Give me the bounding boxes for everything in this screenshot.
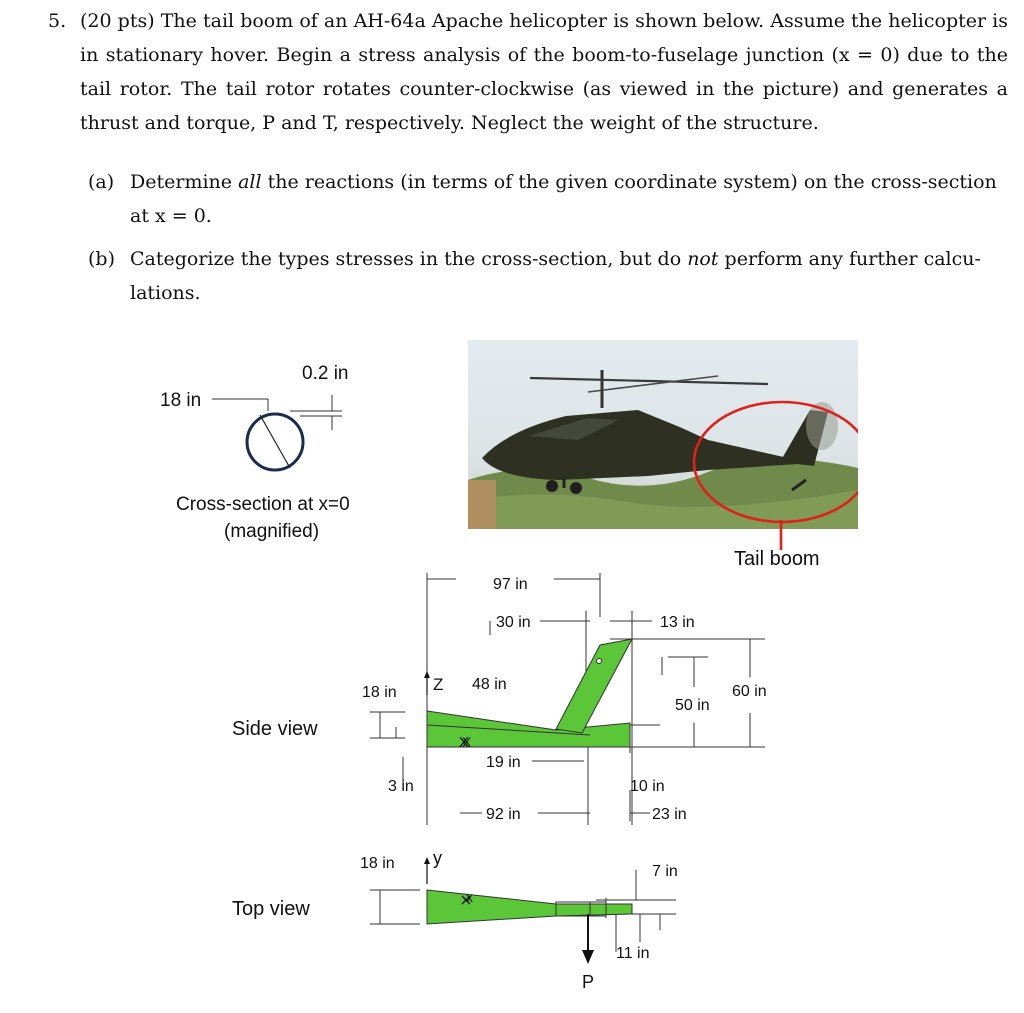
problem-text: The tail boom of an AH-64a Apache helicopter is shown below. Assume the helicopter is in stationary hover. Begin a stress analysis of the boom-to-fuselage junction (x = 0) due to the tail rotor. The tail rotor rotates counter-clockwise (as viewed in the picture) and generates a thrust and torque, P and T, respectively. Neglect the weight of the structure. <box>80 10 1009 134</box>
axis-y-label: y <box>433 848 442 868</box>
dim-30: 30 in <box>496 614 531 631</box>
part-b-text-2: perform any further calcu- lations. <box>130 248 981 304</box>
diameter-line <box>260 415 290 468</box>
problem-points: (20 pts) <box>80 10 155 32</box>
tail-fin-side-shape <box>556 639 632 733</box>
dim-13: 13 in <box>660 614 695 631</box>
axis-z-label: Z <box>433 675 444 694</box>
top-view-diagram <box>220 842 700 1002</box>
dim-19: 19 in <box>486 754 521 771</box>
part-b-label: (b) <box>88 248 115 270</box>
side-view-diagram <box>220 565 800 835</box>
cross-section-caption-2: (magnified) <box>224 521 320 542</box>
problem-body <box>80 4 1008 140</box>
boom-side-shape <box>427 711 630 747</box>
dim-60: 60 in <box>732 683 767 700</box>
part-a-text-2: the reactions (in terms of the given coordinate system) on the cross-section at x = 0. <box>130 171 997 227</box>
boom-top-shape <box>427 890 632 924</box>
dim-50: 50 in <box>675 697 710 714</box>
part-b-text-1: Categorize the types stresses in the cross-section, but do <box>130 248 688 270</box>
helicopter-photo <box>468 340 858 529</box>
problem-number: 5. <box>48 10 67 32</box>
dim-97: 97 in <box>493 576 528 593</box>
cross-section-caption: Cross-section at x=0 <box>176 494 350 515</box>
dim-18-side: 18 in <box>362 684 397 701</box>
part-a-label: (a) <box>88 171 115 193</box>
cross-section-thickness-label: 0.2 in <box>302 363 349 384</box>
dim-10: 10 in <box>630 778 665 795</box>
tail-boom-label: Tail boom <box>734 548 820 570</box>
part-a-emphasis: all <box>238 171 262 193</box>
dim-92: 92 in <box>486 806 521 823</box>
part-b <box>130 242 1010 310</box>
part-a-text-1: Determine <box>130 171 239 193</box>
callout-leader <box>778 520 784 550</box>
problem-statement <box>0 0 1024 140</box>
part-a <box>130 165 1010 233</box>
dim-3: 3 in <box>388 778 414 795</box>
load-p-label: P <box>582 972 595 992</box>
cross-section-diameter-label: 18 in <box>160 390 202 411</box>
dim-7: 7 in <box>652 863 678 880</box>
side-view-title: Side view <box>232 718 318 740</box>
part-b-emphasis: not <box>687 248 719 270</box>
dim-11: 11 in <box>616 945 650 962</box>
dim-18-top: 18 in <box>360 855 395 872</box>
helicopter-illustration <box>468 340 858 529</box>
dim-48: 48 in <box>472 676 507 693</box>
cross-section-figure <box>150 355 410 555</box>
dim-23: 23 in <box>652 806 687 823</box>
axis-x-label: X <box>462 734 472 750</box>
top-view-title: Top view <box>232 898 310 920</box>
axis-x-top-label: x <box>466 889 473 905</box>
